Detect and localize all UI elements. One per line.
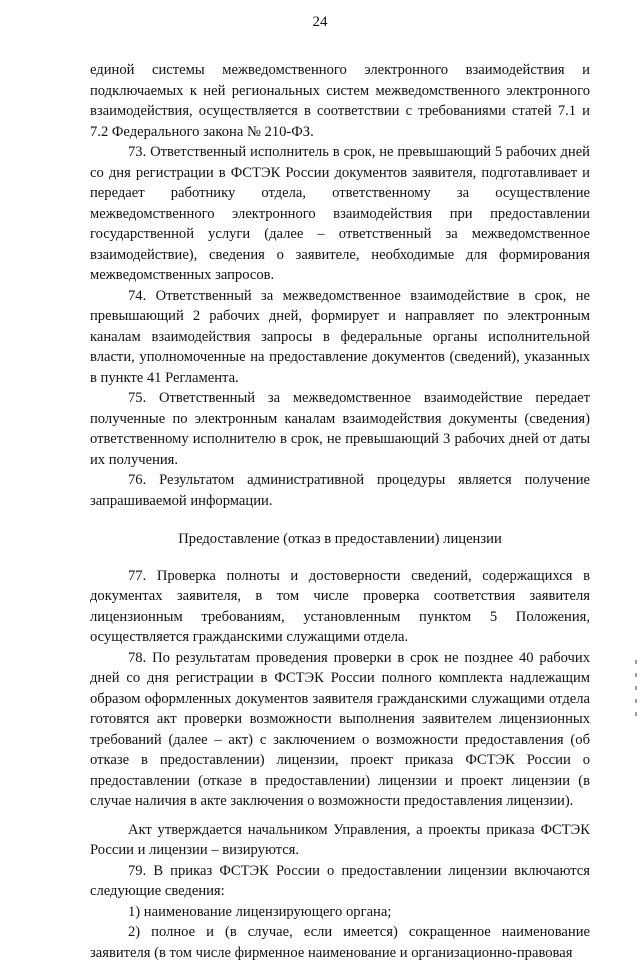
paragraph-78: 78. По результатам проведения проверки в срок не позднее 40 рабочих дней со дня регистрации в ФСТЭК России полного комплекта надлежащим образом оформленных документов заявителя гражданскими служащими отдела готовятся акт проверки возможности выполнения заявителем лицензионных требований (далее – акт) с заключением о возможности предоставления (об отказе в предоставлении) лицензии, проект приказа ФСТЭК России о предоставлении (отказе в предоставлении) лицензии и проект лицензии (в случае наличия в акте заключения о возможности предоставления лицензии). [90,649,590,809]
paragraph-79: 79. В приказ ФСТЭК России о предоставлении лицензии включаются следующие сведения: [90,862,590,899]
paragraph-act-approval: Акт утверждается начальником Управления, а проекты приказа ФСТЭК России и лицензии – визируются. [90,821,590,858]
paragraph-73: 73. Ответственный исполнитель в срок, не превышающий 5 рабочих дней со дня регистрации в ФСТЭК России документов заявителя, подготавливает и передает работнику отдела, ответственному за осуществление межведомственного электронного взаимодействия при предоставлении государственной услуги (далее – ответственный за межведомственное взаимодействие), сведения о заявителе, необходимые для формирования межведомственных запросов. [90,144,590,283]
scan-mark [635,686,637,690]
list-item-1: 1) наименование лицензирующего органа; [128,903,392,920]
scan-edge-marks [635,660,637,730]
scan-mark [635,660,637,664]
paragraph-74: 74. Ответственный за межведомственное взаимодействие в срок, не превышающий 2 рабочих дней, формирует и направляет по электронным каналам взаимодействия запросы в федеральные органы исполнительной власти, уполномоченные на предоставление документов (сведений), указанных в пункте 41 Регламента. [90,287,590,386]
section-heading: Предоставление (отказ в предоставлении) лицензии [178,531,502,547]
scan-mark [635,699,637,703]
list-item-2: 2) полное и (в случае, если имеется) сокращенное наименование заявителя (в том числе фирменное наименование и организационно-правовая [90,924,590,961]
page-number: 24 [312,14,328,30]
paragraph-76: 76. Результатом административной процедуры является получение запрашиваемой информации. [90,472,590,509]
document-body [90,60,590,963]
paragraph-72-continuation: единой системы межведомственного электронного взаимодействия и подключаемых к ней региональных систем межведомственного электронного взаимодействия, осуществляется в соответствии с требованиями статей 7.1 и 7.2 Федерального закона № 210-ФЗ. [90,62,590,140]
paragraph-75: 75. Ответственный за межведомственное взаимодействие передает полученные по электронным каналам взаимодействия документы (сведения) ответственному исполнителю в срок, не превышающий 3 рабочих дней от даты их получения. [90,390,590,468]
scan-mark [635,673,637,677]
paragraph-77: 77. Проверка полноты и достоверности сведений, содержащихся в документах заявителя, в том числе проверка соответствия заявителя лицензионным требованиям, установленным пунктом 5 Положения, осуществляется гражданскими служащими отдела. [90,567,590,645]
scan-mark [635,712,637,716]
